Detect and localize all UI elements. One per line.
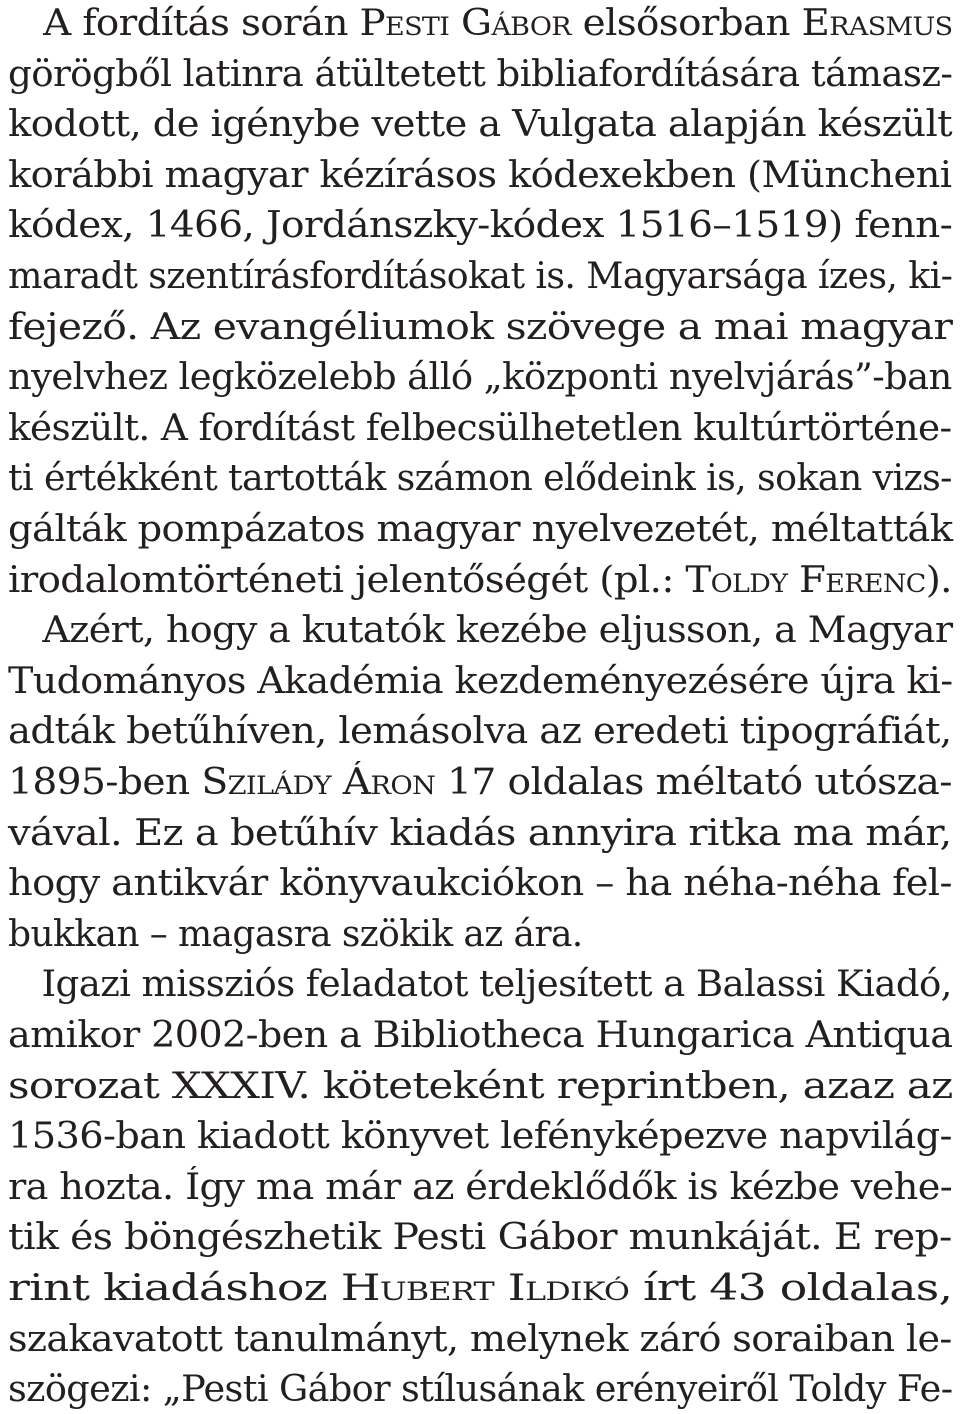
text-run: adták betűhíven, lemásolva az eredeti tipográfiát, xyxy=(8,711,952,753)
text-run: elsősorban xyxy=(570,3,802,44)
text-run: Igazi missziós feladatot teljesített a Balassi Kiadó, xyxy=(8,964,952,1006)
text-line xyxy=(8,51,952,99)
text-run: 1536-ban kiadott könyvet lefényképezve napvilág- xyxy=(8,1116,952,1158)
text-line xyxy=(8,1366,952,1414)
text-run: ti értékként tartották számon elődeink is, sokan vizs- xyxy=(8,458,952,500)
text-run: tik és böngészhetik Pesti Gábor munkáját. E rep- xyxy=(8,1217,952,1259)
text-run: gálták pompázatos magyar nyelvezetét, méltatták xyxy=(8,509,953,550)
author-name: Hubert Ildikó xyxy=(340,1268,630,1309)
text-line xyxy=(8,557,952,605)
text-run: ra hozta. Így ma már az érdeklődők is kézbe vehe- xyxy=(8,1166,953,1208)
text-run: amikor 2002-ben a Bibliotheca Hungarica Antiqua xyxy=(8,1015,953,1056)
text-run: görögből latinra átültetett bibliafordítására támasz- xyxy=(8,53,953,95)
author-name: Toldy Ferenc xyxy=(685,559,926,601)
text-line xyxy=(8,961,952,1009)
text-line xyxy=(8,607,952,655)
text-run: kódex, 1466, Jordánszky-kódex 1516–1519) fenn- xyxy=(8,205,953,247)
text-run: Tudományos Akadémia kezdeményezésére újra ki- xyxy=(8,660,953,702)
text-line xyxy=(8,1214,952,1262)
text-run: 1895-ben xyxy=(8,762,202,803)
text-line xyxy=(8,1012,952,1060)
text-line xyxy=(8,708,951,756)
text-run: 17 oldalas méltató utósza- xyxy=(435,762,952,803)
text-run: nyelvhez legközelebb álló „központi nyelvjárás”-ban xyxy=(8,357,952,399)
text-line xyxy=(8,1316,952,1364)
text-run: korábbi magyar kézírásos kódexekben (Müncheni xyxy=(8,154,952,196)
text-line xyxy=(8,455,952,503)
text-run: rint kiadáshoz xyxy=(8,1268,341,1309)
text-line xyxy=(8,152,951,200)
text-run: A fordítás során xyxy=(8,3,360,44)
text-line xyxy=(8,759,952,807)
text-line xyxy=(8,405,951,453)
text-run: ). xyxy=(925,559,952,601)
author-name: Erasmus xyxy=(801,3,953,44)
text-line xyxy=(8,1113,952,1161)
text-line xyxy=(8,506,952,554)
text-run: írt 43 oldalas, xyxy=(629,1268,953,1309)
text-line xyxy=(8,354,952,402)
text-run: vával. Ez a betűhív kiadás annyira ritka ma már, xyxy=(8,812,952,854)
text-line xyxy=(8,1265,952,1313)
text-line xyxy=(8,202,952,250)
text-line xyxy=(8,101,952,149)
text-line xyxy=(8,860,952,908)
text-line xyxy=(8,304,952,352)
text-run: Azért, hogy a kutatók kezébe eljusson, a Magyar xyxy=(8,610,953,652)
text-run: készült. A fordítást felbecsülhetetlen kultúrtörténe- xyxy=(8,407,952,449)
text-run: fejező. Az evangéliumok szövege a mai magyar xyxy=(8,306,953,348)
text-line xyxy=(8,253,952,301)
text-run: maradt szentírásfordításokat is. Magyarsága ízes, ki- xyxy=(8,256,953,297)
author-name: Pesti Gábor xyxy=(359,3,571,44)
text-run: kodott, de igénybe vette a Vulgata alapján készült xyxy=(8,104,952,146)
text-run: sorozat XXXIV. köteteként reprintben, azaz az xyxy=(8,1065,953,1107)
text-line xyxy=(8,810,952,858)
text-line xyxy=(8,911,583,959)
text-run: szakavatott tanulmányt, melynek záró soraiban le- xyxy=(8,1318,952,1360)
text-line xyxy=(8,0,952,48)
text-run: szögezi: „Pesti Gábor stílusának erényeiről Toldy Fe- xyxy=(8,1369,953,1411)
text-line xyxy=(8,1164,952,1212)
text-line xyxy=(8,1063,952,1111)
text-run: hogy antikvár könyvaukciókon – ha néha-néha fel- xyxy=(8,863,952,905)
text-run: bukkan – magasra szökik az ára. xyxy=(8,913,583,955)
text-line xyxy=(8,658,953,706)
text-run: irodalomtörténeti jelentőségét (pl.: xyxy=(8,559,686,601)
author-name: Szilády Áron xyxy=(201,762,436,803)
